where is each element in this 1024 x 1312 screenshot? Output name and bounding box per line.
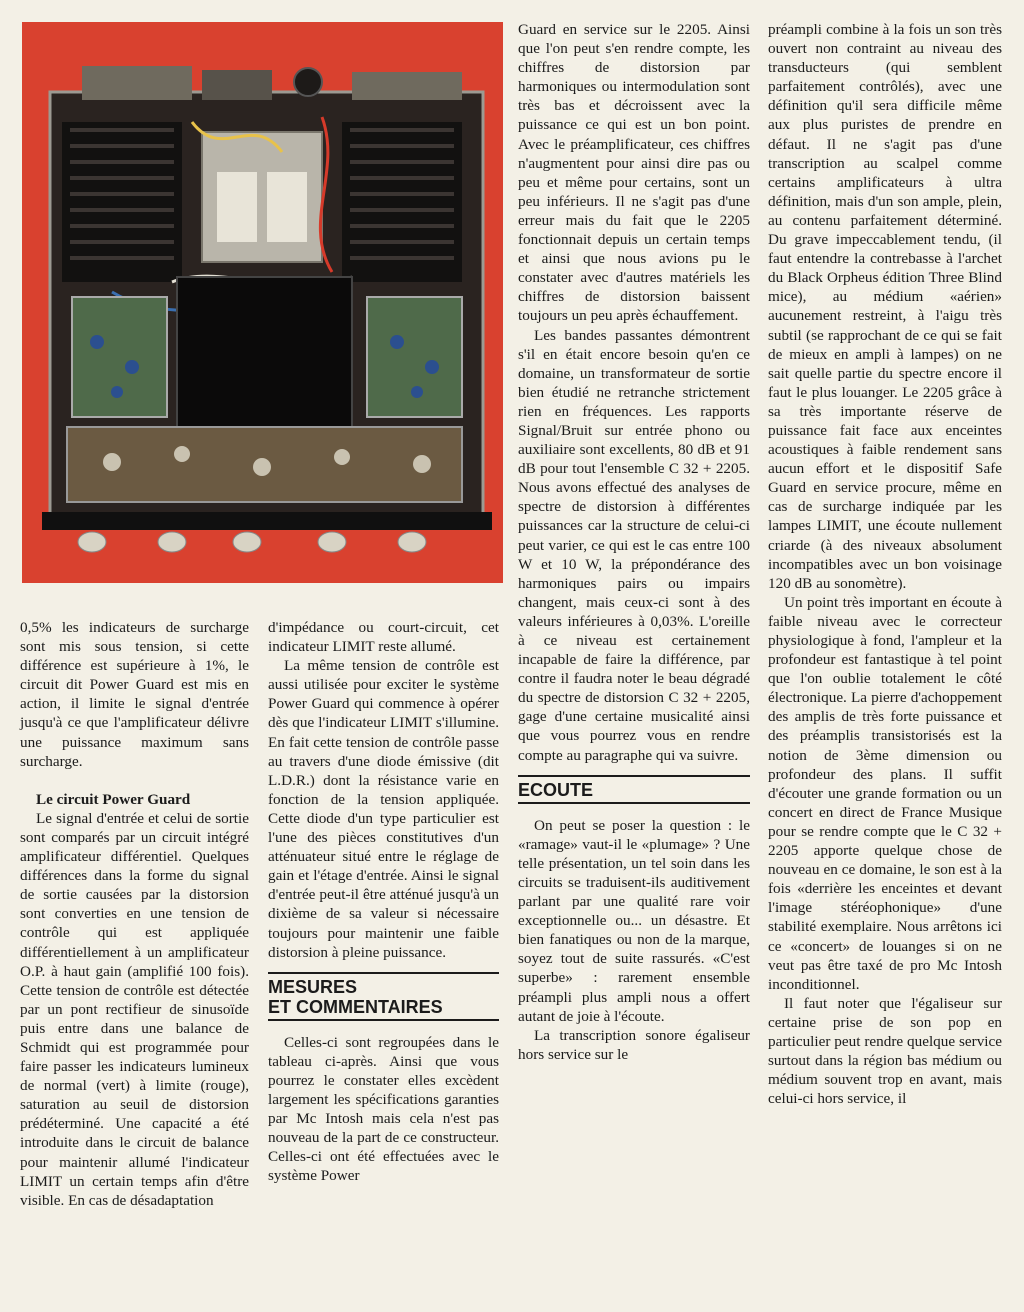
- heading-line: MESURES: [268, 976, 358, 997]
- subheading-power-guard: Le circuit Power Guard: [36, 790, 191, 808]
- paragraph: Guard en service sur le 2205. Ainsi que l'on peut s'en rendre compte, les chiffres de distorsion par harmoniques ou intermodulation sont très bas et décroissent avec la puissance ce qui est un bon point. Avec le préamplificateur, ces chiffres n'augmentent pour ainsi dire pas ou peu et même pour certains, sont un peu inférieurs. Il ne s'agit pas d'une erreur mais du fait que le 2205 fonctionnait depuis un certain temps et ainsi que nous avions pu le constater avec d'autres matériels les chiffres de distorsion baissent toujours un peu après échauffement.: [518, 21, 750, 325]
- column-3: [518, 20, 750, 1064]
- paragraph: La même tension de contrôle est aussi utilisée pour exciter le système Power Guard qui commence à opérer dès que l'indicateur LIMIT s'illumine. En fait cette tension de contrôle passe au travers d'une diode émissive (dit L.D.R.) dont la résistance varie en fonction de la tension appliquée. Cette diode d'un type particulier est l'une des pièces constitutives d'un atténuateur situé entre le réglage de gain et l'étage d'entrée. Ainsi le signal d'entrée peut-il être atténué jusqu'à un dixième de sa valeur si nécessaire toujours pour maintenir une faible distorsion à pleine puissance.: [268, 657, 499, 961]
- paragraph: Les bandes passantes démontrent s'il en était encore besoin qu'en ce domaine, un transformateur de sortie bien étudié ne retranche strictement rien en fréquences. Les rapports Signal/Bruit sur entrée phono ou auxiliaire sont excellents, 80 dB et 91 dB pour tout l'ensemble C 32 + 2205. Nous avons effectué des analyses de spectre de distorsion à différentes puissances car la structure de celui-ci peut varier, ce qui est le cas entre 100 W et 10 W, la prépondérance des harmoniques pairs ou impairs changent, mais ceux-ci sont à des valeurs inférieures à 0,03%. L'oreille à ce niveau est certainement incapable de faire la différence, par contre il faudra noter le beau dégradé du spectre de distorsion C 32 + 2205, gage d'une certaine musicalité ainsi que vous pourrez vous en rendre compte au paragraphe qui va suivre.: [518, 326, 750, 764]
- paragraph: Celles-ci sont regroupées dans le tableau ci-après. Ainsi que vous pourrez le constater elles excèdent largement les spécifications garanties par Mc Intosh mais cela n'est pas nouveau de la part de ce constructeur. Celles-ci ont été effectuées avec le système Power: [268, 1033, 499, 1185]
- column-2: [268, 618, 499, 1185]
- paragraph: On peut se poser la question : le «ramage» vaut-il le «plumage» ? Une telle présentation, un tel soin dans les circuits se traduisent-ils auditivement parlant par une qualité rare voir exceptionnelle ou... un désastre. Et bien fanatiques ou non de la marque, soyez tout de suite rassurés. «C'est superbe» : rarement ensemble préampli plus ampli nous a offert autant de joie à l'écoute.: [518, 816, 750, 1025]
- section-heading-mesures: [268, 972, 499, 1021]
- paragraph: 0,5% les indicateurs de surcharge sont mis sous tension, si cette différence est supérieure à 1%, le circuit dit Power Guard est mis en action, il limite le signal d'entrée jusqu'à ce que l'amplificateur délivre une puissance maximum sans surcharge.: [20, 619, 249, 770]
- paragraph: La transcription sonore égaliseur hors service sur le: [518, 1026, 750, 1063]
- paragraph: Un point très important en écoute à faible niveau avec le correcteur physiologique à fond, l'ampleur et la profondeur est fantastique à tel point que l'on oublie totalement le côté électronique. La pierre d'achoppement des amplis de très forte puissance et des préamplis transistorisés est la notion de 3ème dimension ou profondeur des plans. Il suffit d'écouter une grande formation ou un concert en direct de France Musique pour se rendre compte que le C 32 + 2205 apporte quelque chose de nouveau en ce domaine, le son est à la fois «derrière les enceintes et devant l'image stéréophonique» d'une stabilité exemplaire. Nous arrêtons ici ce «concert» de louanges si on ne veut pas être taxé de pro Mc Intosh inconditionnel.: [768, 593, 1002, 993]
- column-4: [768, 20, 1002, 1108]
- heading-line: ET COMMENTAIRES: [268, 996, 443, 1017]
- paragraph: Il faut noter que l'égaliseur sur certaine prise de son pop en particulier peut rendre quelque service surtout dans la région bas médium ou médium souvent trop en avant, mais celui-ci hors service, il: [768, 994, 1002, 1108]
- paragraph: préampli combine à la fois un son très ouvert non contraint au niveau des transducteurs (qui semblent parfaitement contrôlés), avec une définition qu'il sera difficile même aux plus puristes de prendre en défaut. Il ne s'agit pas d'une transcription au scalpel comme certains amplificateurs à ultra définition, mais d'un son ample, plein, au contenu parfaitement déterminé. Du grave impeccablement tendu, (il faut entendre la contrebasse à l'archet du Black Orpheus édition Three Blind mice), au médium «aérien» aucunement restreint, à l'aigu très subtil (se rapprochant de ce qui se fait de mieux en ampli à lampes) on ne sait quelle partie du spectre encore il faut le plus louanger. Le 2205 grâce à sa très importante réserve de puissance fait face aux enceintes acoustiques à faible rendement sans aucun effort et le dispositif Safe Guard en service procure, même en cas de surcharge indiquée par les lampes LIMIT, une écoute nullement criarde (à des niveaux absolument incompatibles avec un bon voisinage 120 dB au sonomètre).: [768, 21, 1002, 592]
- column-1: [20, 618, 249, 1210]
- paragraph: Le signal d'entrée et celui de sortie sont comparés par un circuit intégré amplificateur différentiel. Quelques différences dans la forme du signal de sortie causées par la distorsion sont converties en une tension de contrôle qui est appliquée différentiellement à un amplificateur O.P. à haut gain (amplifié 100 fois). Cette tension de contrôle est détectée par un pont rectifieur de sinusoïde puis entre dans une balance de Schmidt qui est programmée pour faire passer les indicateurs lumineux de normal (vert) à limite (rouge), saturation au seuil de distorsion prédéterminé. Une capacité a été introduite dans le circuit de balance pour maintenir allumé l'indicateur LIMIT un certain temps afin d'être visible. En cas de désadaptation: [20, 809, 249, 1209]
- paragraph: d'impédance ou court-circuit, cet indicateur LIMIT reste allumé.: [268, 619, 499, 656]
- amplifier-interior-photo: [22, 22, 503, 583]
- section-heading-ecoute: ECOUTE: [518, 775, 750, 804]
